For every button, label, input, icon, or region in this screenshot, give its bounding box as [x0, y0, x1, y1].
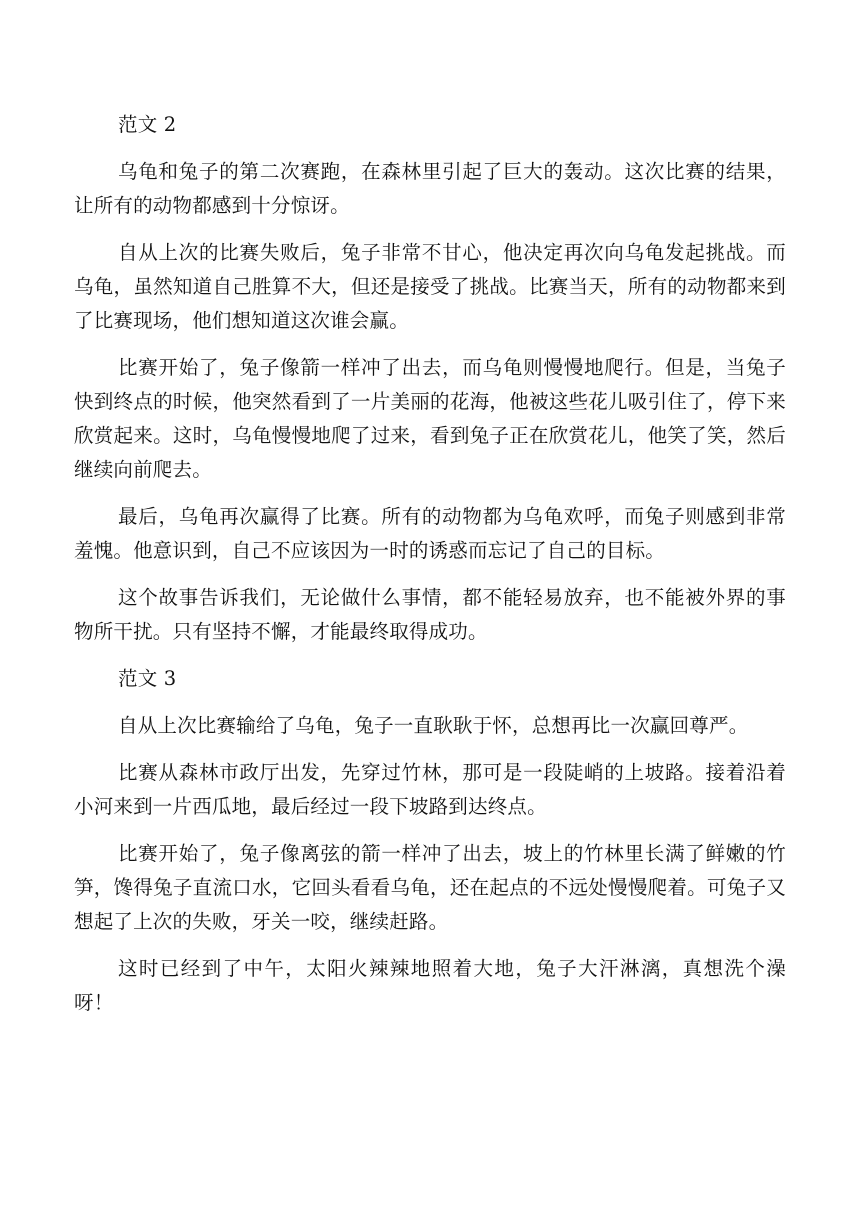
section-heading-3: 范文 3	[118, 667, 177, 690]
paragraph: 比赛从森林市政厅出发，先穿过竹林，那可是一段陡峭的上坡路。接着沿着小河来到一片西瓜地，最后经过一段下坡路到达终点。	[74, 761, 786, 818]
document-page	[74, 108, 786, 1033]
paragraph: 乌龟和兔子的第二次赛跑，在森林里引起了巨大的轰动。这次比赛的结果，让所有的动物都感到十分惊讶。	[74, 160, 786, 217]
paragraph: 最后，乌龟再次赢得了比赛。所有的动物都为乌龟欢呼，而兔子则感到非常羞愧。他意识到，自己不应该因为一时的诱惑而忘记了自己的目标。	[74, 505, 786, 562]
paragraph: 比赛开始了，兔子像离弦的箭一样冲了出去，坡上的竹林里长满了鲜嫩的竹笋，馋得兔子直流口水，它回头看看乌龟，还在起点的不远处慢慢爬着。可兔子又想起了上次的失败，牙关一咬，继续赶路。	[74, 842, 786, 933]
paragraph: 这时已经到了中午，太阳火辣辣地照着大地，兔子大汗淋漓，真想洗个澡呀！	[74, 957, 786, 1014]
paragraph: 这个故事告诉我们，无论做什么事情，都不能轻易放弃，也不能被外界的事物所干扰。只有坚持不懈，才能最终取得成功。	[74, 586, 786, 643]
paragraph: 比赛开始了，兔子像箭一样冲了出去，而乌龟则慢慢地爬行。但是，当兔子快到终点的时候，他突然看到了一片美丽的花海，他被这些花儿吸引住了，停下来欣赏起来。这时，乌龟慢慢地爬了过来，看到兔子正在欣赏花儿，他笑了笑，然后继续向前爬去。	[74, 356, 786, 481]
section-heading-2: 范文 2	[118, 113, 177, 136]
paragraph: 自从上次的比赛失败后，兔子非常不甘心，他决定再次向乌龟发起挑战。而乌龟，虽然知道自己胜算不大，但还是接受了挑战。比赛当天，所有的动物都来到了比赛现场，他们想知道这次谁会赢。	[74, 241, 786, 332]
paragraph: 自从上次比赛输给了乌龟，兔子一直耿耿于怀，总想再比一次赢回尊严。	[118, 714, 749, 737]
